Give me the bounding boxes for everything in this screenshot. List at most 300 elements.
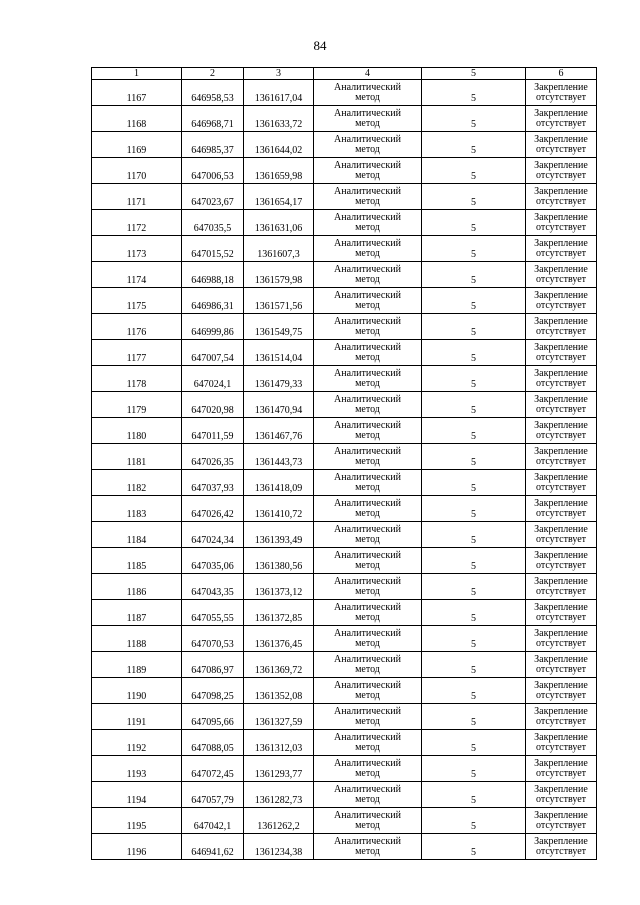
point-number-cell: 1189 [92, 652, 182, 678]
fixing-cell [526, 340, 597, 366]
point-number-cell: 1180 [92, 418, 182, 444]
method-line-1: Аналитический [334, 263, 401, 275]
point-number-cell: 1174 [92, 262, 182, 288]
point-number-cell: 1187 [92, 600, 182, 626]
fixing-line-2: отсутствует [535, 143, 587, 155]
y-coordinate-cell: 1361372,85 [244, 600, 314, 626]
fixing-line-2: отсутствует [535, 611, 587, 623]
fixing-line-1: Закрепление [534, 549, 588, 561]
accuracy-cell: 5 [422, 184, 526, 210]
fixing-line-1: Закрепление [534, 783, 588, 795]
y-coordinate-cell: 1361443,73 [244, 444, 314, 470]
fixing-line-1: Закрепление [534, 679, 588, 691]
fixing-cell [526, 392, 597, 418]
accuracy-cell: 5 [422, 496, 526, 522]
fixing-line-2: отсутствует [535, 793, 587, 805]
y-coordinate-cell: 1361293,77 [244, 756, 314, 782]
method-cell [314, 314, 422, 340]
table-row [92, 236, 597, 262]
fixing-cell [526, 522, 597, 548]
x-coordinate-cell: 647055,55 [182, 600, 244, 626]
x-coordinate-cell: 647095,66 [182, 704, 244, 730]
y-coordinate-cell: 1361617,04 [244, 80, 314, 106]
method-line-1: Аналитический [334, 315, 401, 327]
x-coordinate-cell: 646968,71 [182, 106, 244, 132]
method-line-1: Аналитический [334, 445, 401, 457]
method-line-2: метод [355, 143, 380, 155]
fixing-cell [526, 600, 597, 626]
fixing-cell [526, 80, 597, 106]
method-line-1: Аналитический [334, 835, 401, 847]
x-coordinate-cell: 647098,25 [182, 678, 244, 704]
method-line-2: метод [355, 845, 380, 857]
method-line-2: метод [355, 247, 380, 259]
fixing-line-2: отсутствует [535, 455, 587, 467]
method-cell [314, 782, 422, 808]
table-row [92, 158, 597, 184]
accuracy-cell: 5 [422, 756, 526, 782]
fixing-line-1: Закрепление [534, 757, 588, 769]
accuracy-cell: 5 [422, 522, 526, 548]
fixing-cell [526, 470, 597, 496]
table-row [92, 652, 597, 678]
fixing-line-2: отсутствует [535, 845, 587, 857]
fixing-cell [526, 652, 597, 678]
table-row [92, 392, 597, 418]
accuracy-cell: 5 [422, 106, 526, 132]
method-line-1: Аналитический [334, 653, 401, 665]
fixing-line-2: отсутствует [535, 221, 587, 233]
point-number-cell: 1176 [92, 314, 182, 340]
fixing-line-1: Закрепление [534, 497, 588, 509]
table-row [92, 834, 597, 860]
method-cell [314, 288, 422, 314]
method-line-2: метод [355, 169, 380, 181]
method-line-1: Аналитический [334, 575, 401, 587]
table-row [92, 184, 597, 210]
method-line-2: метод [355, 715, 380, 727]
fixing-line-2: отсутствует [535, 507, 587, 519]
method-line-2: метод [355, 403, 380, 415]
y-coordinate-cell: 1361467,76 [244, 418, 314, 444]
fixing-cell [526, 574, 597, 600]
y-coordinate-cell: 1361633,72 [244, 106, 314, 132]
fixing-line-1: Закрепление [534, 627, 588, 639]
accuracy-cell: 5 [422, 444, 526, 470]
table-row [92, 444, 597, 470]
point-number-cell: 1195 [92, 808, 182, 834]
x-coordinate-cell: 647023,67 [182, 184, 244, 210]
fixing-line-1: Закрепление [534, 133, 588, 145]
fixing-line-2: отсутствует [535, 195, 587, 207]
x-coordinate-cell: 647007,54 [182, 340, 244, 366]
method-line-1: Аналитический [334, 211, 401, 223]
fixing-line-1: Закрепление [534, 393, 588, 405]
method-line-1: Аналитический [334, 133, 401, 145]
fixing-line-1: Закрепление [534, 263, 588, 275]
method-line-1: Аналитический [334, 159, 401, 171]
fixing-cell [526, 548, 597, 574]
accuracy-cell: 5 [422, 548, 526, 574]
fixing-line-1: Закрепление [534, 653, 588, 665]
method-line-2: метод [355, 351, 380, 363]
fixing-cell [526, 626, 597, 652]
point-number-cell: 1188 [92, 626, 182, 652]
table-row [92, 496, 597, 522]
accuracy-cell: 5 [422, 288, 526, 314]
table-row [92, 470, 597, 496]
point-number-cell: 1179 [92, 392, 182, 418]
fixing-line-2: отсутствует [535, 403, 587, 415]
table-body [92, 68, 597, 860]
coordinates-table [91, 67, 597, 860]
method-cell [314, 158, 422, 184]
point-number-cell: 1181 [92, 444, 182, 470]
accuracy-cell: 5 [422, 652, 526, 678]
fixing-line-2: отсутствует [535, 377, 587, 389]
y-coordinate-cell: 1361470,94 [244, 392, 314, 418]
point-number-cell: 1170 [92, 158, 182, 184]
fixing-line-1: Закрепление [534, 523, 588, 535]
y-coordinate-cell: 1361579,98 [244, 262, 314, 288]
fixing-cell [526, 756, 597, 782]
accuracy-cell: 5 [422, 704, 526, 730]
point-number-cell: 1171 [92, 184, 182, 210]
fixing-line-2: отсутствует [535, 819, 587, 831]
y-coordinate-cell: 1361607,3 [244, 236, 314, 262]
method-line-2: метод [355, 819, 380, 831]
x-coordinate-cell: 647015,52 [182, 236, 244, 262]
accuracy-cell: 5 [422, 470, 526, 496]
method-line-1: Аналитический [334, 367, 401, 379]
accuracy-cell: 5 [422, 392, 526, 418]
method-line-1: Аналитический [334, 289, 401, 301]
fixing-line-1: Закрепление [534, 601, 588, 613]
y-coordinate-cell: 1361282,73 [244, 782, 314, 808]
fixing-line-1: Закрепление [534, 81, 588, 93]
accuracy-cell: 5 [422, 210, 526, 236]
table-row [92, 574, 597, 600]
y-coordinate-cell: 1361376,45 [244, 626, 314, 652]
point-number-cell: 1173 [92, 236, 182, 262]
y-coordinate-cell: 1361571,56 [244, 288, 314, 314]
method-line-2: метод [355, 611, 380, 623]
column-header: 1 [92, 68, 182, 80]
fixing-line-2: отсутствует [535, 663, 587, 675]
fixing-line-1: Закрепление [534, 367, 588, 379]
method-line-1: Аналитический [334, 497, 401, 509]
fixing-line-2: отсутствует [535, 351, 587, 363]
fixing-line-1: Закрепление [534, 315, 588, 327]
fixing-cell [526, 444, 597, 470]
method-cell [314, 652, 422, 678]
page-number: 84 [313, 38, 327, 53]
accuracy-cell: 5 [422, 340, 526, 366]
fixing-line-2: отсутствует [535, 299, 587, 311]
x-coordinate-cell: 647088,05 [182, 730, 244, 756]
accuracy-cell: 5 [422, 782, 526, 808]
method-line-2: метод [355, 91, 380, 103]
table-row [92, 262, 597, 288]
accuracy-cell: 5 [422, 80, 526, 106]
accuracy-cell: 5 [422, 808, 526, 834]
table-row [92, 704, 597, 730]
point-number-cell: 1196 [92, 834, 182, 860]
point-number-cell: 1169 [92, 132, 182, 158]
method-cell [314, 470, 422, 496]
fixing-line-2: отсутствует [535, 559, 587, 571]
column-header: 3 [244, 68, 314, 80]
fixing-line-1: Закрепление [534, 445, 588, 457]
column-header: 6 [526, 68, 597, 80]
method-cell [314, 262, 422, 288]
table-row [92, 366, 597, 392]
method-line-2: метод [355, 741, 380, 753]
accuracy-cell: 5 [422, 834, 526, 860]
table-row [92, 626, 597, 652]
fixing-line-2: отсутствует [535, 767, 587, 779]
method-cell [314, 210, 422, 236]
method-line-2: метод [355, 325, 380, 337]
method-line-1: Аналитический [334, 81, 401, 93]
table-header-row [92, 68, 597, 80]
method-line-2: метод [355, 585, 380, 597]
table-row [92, 548, 597, 574]
fixing-line-1: Закрепление [534, 185, 588, 197]
method-line-1: Аналитический [334, 679, 401, 691]
method-line-2: метод [355, 455, 380, 467]
table-row [92, 340, 597, 366]
fixing-line-2: отсутствует [535, 585, 587, 597]
method-line-1: Аналитический [334, 523, 401, 535]
fixing-line-2: отсутствует [535, 117, 587, 129]
method-cell [314, 418, 422, 444]
table-row [92, 730, 597, 756]
method-cell [314, 600, 422, 626]
method-cell [314, 366, 422, 392]
method-cell [314, 704, 422, 730]
y-coordinate-cell: 1361393,49 [244, 522, 314, 548]
fixing-cell [526, 834, 597, 860]
point-number-cell: 1178 [92, 366, 182, 392]
method-line-2: метод [355, 793, 380, 805]
fixing-cell [526, 158, 597, 184]
table-row [92, 210, 597, 236]
fixing-line-1: Закрепление [534, 237, 588, 249]
column-header: 4 [314, 68, 422, 80]
y-coordinate-cell: 1361312,03 [244, 730, 314, 756]
method-line-2: метод [355, 507, 380, 519]
method-cell [314, 834, 422, 860]
y-coordinate-cell: 1361549,75 [244, 314, 314, 340]
x-coordinate-cell: 647072,45 [182, 756, 244, 782]
fixing-line-2: отсутствует [535, 533, 587, 545]
method-line-1: Аналитический [334, 237, 401, 249]
method-line-2: метод [355, 299, 380, 311]
fixing-line-1: Закрепление [534, 341, 588, 353]
fixing-cell [526, 184, 597, 210]
method-cell [314, 808, 422, 834]
method-cell [314, 132, 422, 158]
method-line-1: Аналитический [334, 185, 401, 197]
fixing-cell [526, 678, 597, 704]
accuracy-cell: 5 [422, 262, 526, 288]
accuracy-cell: 5 [422, 418, 526, 444]
accuracy-cell: 5 [422, 132, 526, 158]
x-coordinate-cell: 647037,93 [182, 470, 244, 496]
x-coordinate-cell: 647086,97 [182, 652, 244, 678]
y-coordinate-cell: 1361479,33 [244, 366, 314, 392]
fixing-line-2: отсутствует [535, 91, 587, 103]
fixing-cell [526, 496, 597, 522]
fixing-cell [526, 314, 597, 340]
accuracy-cell: 5 [422, 678, 526, 704]
table-row [92, 522, 597, 548]
fixing-line-2: отсутствует [535, 169, 587, 181]
x-coordinate-cell: 647020,98 [182, 392, 244, 418]
x-coordinate-cell: 647024,1 [182, 366, 244, 392]
x-coordinate-cell: 647026,42 [182, 496, 244, 522]
x-coordinate-cell: 646999,86 [182, 314, 244, 340]
y-coordinate-cell: 1361380,56 [244, 548, 314, 574]
point-number-cell: 1177 [92, 340, 182, 366]
method-line-2: метод [355, 377, 380, 389]
fixing-cell [526, 288, 597, 314]
method-cell [314, 522, 422, 548]
point-number-cell: 1175 [92, 288, 182, 314]
accuracy-cell: 5 [422, 366, 526, 392]
method-line-1: Аналитический [334, 601, 401, 613]
method-cell [314, 678, 422, 704]
fixing-cell [526, 808, 597, 834]
method-cell [314, 392, 422, 418]
method-line-1: Аналитический [334, 705, 401, 717]
x-coordinate-cell: 647057,79 [182, 782, 244, 808]
accuracy-cell: 5 [422, 314, 526, 340]
x-coordinate-cell: 646988,18 [182, 262, 244, 288]
fixing-line-1: Закрепление [534, 107, 588, 119]
method-cell [314, 626, 422, 652]
method-line-2: метод [355, 637, 380, 649]
method-line-2: метод [355, 273, 380, 285]
y-coordinate-cell: 1361631,06 [244, 210, 314, 236]
accuracy-cell: 5 [422, 236, 526, 262]
x-coordinate-cell: 646985,37 [182, 132, 244, 158]
fixing-cell [526, 730, 597, 756]
point-number-cell: 1191 [92, 704, 182, 730]
point-number-cell: 1190 [92, 678, 182, 704]
method-line-2: метод [355, 195, 380, 207]
method-cell [314, 184, 422, 210]
fixing-line-2: отсутствует [535, 715, 587, 727]
point-number-cell: 1172 [92, 210, 182, 236]
fixing-cell [526, 366, 597, 392]
point-number-cell: 1182 [92, 470, 182, 496]
method-line-2: метод [355, 533, 380, 545]
method-cell [314, 236, 422, 262]
y-coordinate-cell: 1361327,59 [244, 704, 314, 730]
table-row [92, 314, 597, 340]
y-coordinate-cell: 1361410,72 [244, 496, 314, 522]
accuracy-cell: 5 [422, 158, 526, 184]
method-line-2: метод [355, 429, 380, 441]
method-line-2: метод [355, 481, 380, 493]
table-row [92, 80, 597, 106]
column-header: 5 [422, 68, 526, 80]
x-coordinate-cell: 646958,53 [182, 80, 244, 106]
y-coordinate-cell: 1361369,72 [244, 652, 314, 678]
accuracy-cell: 5 [422, 626, 526, 652]
point-number-cell: 1194 [92, 782, 182, 808]
table-row [92, 132, 597, 158]
fixing-line-2: отсутствует [535, 325, 587, 337]
method-line-2: метод [355, 117, 380, 129]
fixing-cell [526, 236, 597, 262]
fixing-line-2: отсутствует [535, 247, 587, 259]
fixing-line-1: Закрепление [534, 835, 588, 847]
y-coordinate-cell: 1361514,04 [244, 340, 314, 366]
method-line-1: Аналитический [334, 341, 401, 353]
table-row [92, 808, 597, 834]
fixing-line-1: Закрепление [534, 289, 588, 301]
table-row [92, 678, 597, 704]
fixing-cell [526, 418, 597, 444]
method-line-1: Аналитический [334, 757, 401, 769]
point-number-cell: 1193 [92, 756, 182, 782]
method-line-2: метод [355, 663, 380, 675]
method-line-1: Аналитический [334, 419, 401, 431]
table-row [92, 418, 597, 444]
y-coordinate-cell: 1361654,17 [244, 184, 314, 210]
method-line-1: Аналитический [334, 471, 401, 483]
method-line-1: Аналитический [334, 783, 401, 795]
x-coordinate-cell: 647042,1 [182, 808, 244, 834]
x-coordinate-cell: 646941,62 [182, 834, 244, 860]
y-coordinate-cell: 1361659,98 [244, 158, 314, 184]
point-number-cell: 1168 [92, 106, 182, 132]
x-coordinate-cell: 647035,06 [182, 548, 244, 574]
method-cell [314, 496, 422, 522]
point-number-cell: 1184 [92, 522, 182, 548]
method-line-2: метод [355, 221, 380, 233]
method-cell [314, 80, 422, 106]
fixing-line-1: Закрепление [534, 159, 588, 171]
point-number-cell: 1167 [92, 80, 182, 106]
fixing-line-2: отсутствует [535, 741, 587, 753]
accuracy-cell: 5 [422, 600, 526, 626]
method-line-2: метод [355, 689, 380, 701]
fixing-line-2: отсутствует [535, 689, 587, 701]
table-row [92, 600, 597, 626]
y-coordinate-cell: 1361644,02 [244, 132, 314, 158]
fixing-line-1: Закрепление [534, 419, 588, 431]
method-line-1: Аналитический [334, 107, 401, 119]
method-cell [314, 444, 422, 470]
y-coordinate-cell: 1361373,12 [244, 574, 314, 600]
fixing-line-1: Закрепление [534, 731, 588, 743]
method-line-2: метод [355, 559, 380, 571]
method-cell [314, 574, 422, 600]
fixing-cell [526, 704, 597, 730]
x-coordinate-cell: 647011,59 [182, 418, 244, 444]
method-line-2: метод [355, 767, 380, 779]
fixing-line-1: Закрепление [534, 471, 588, 483]
x-coordinate-cell: 646986,31 [182, 288, 244, 314]
fixing-line-2: отсутствует [535, 481, 587, 493]
fixing-line-1: Закрепление [534, 211, 588, 223]
table-row [92, 288, 597, 314]
table-row [92, 106, 597, 132]
